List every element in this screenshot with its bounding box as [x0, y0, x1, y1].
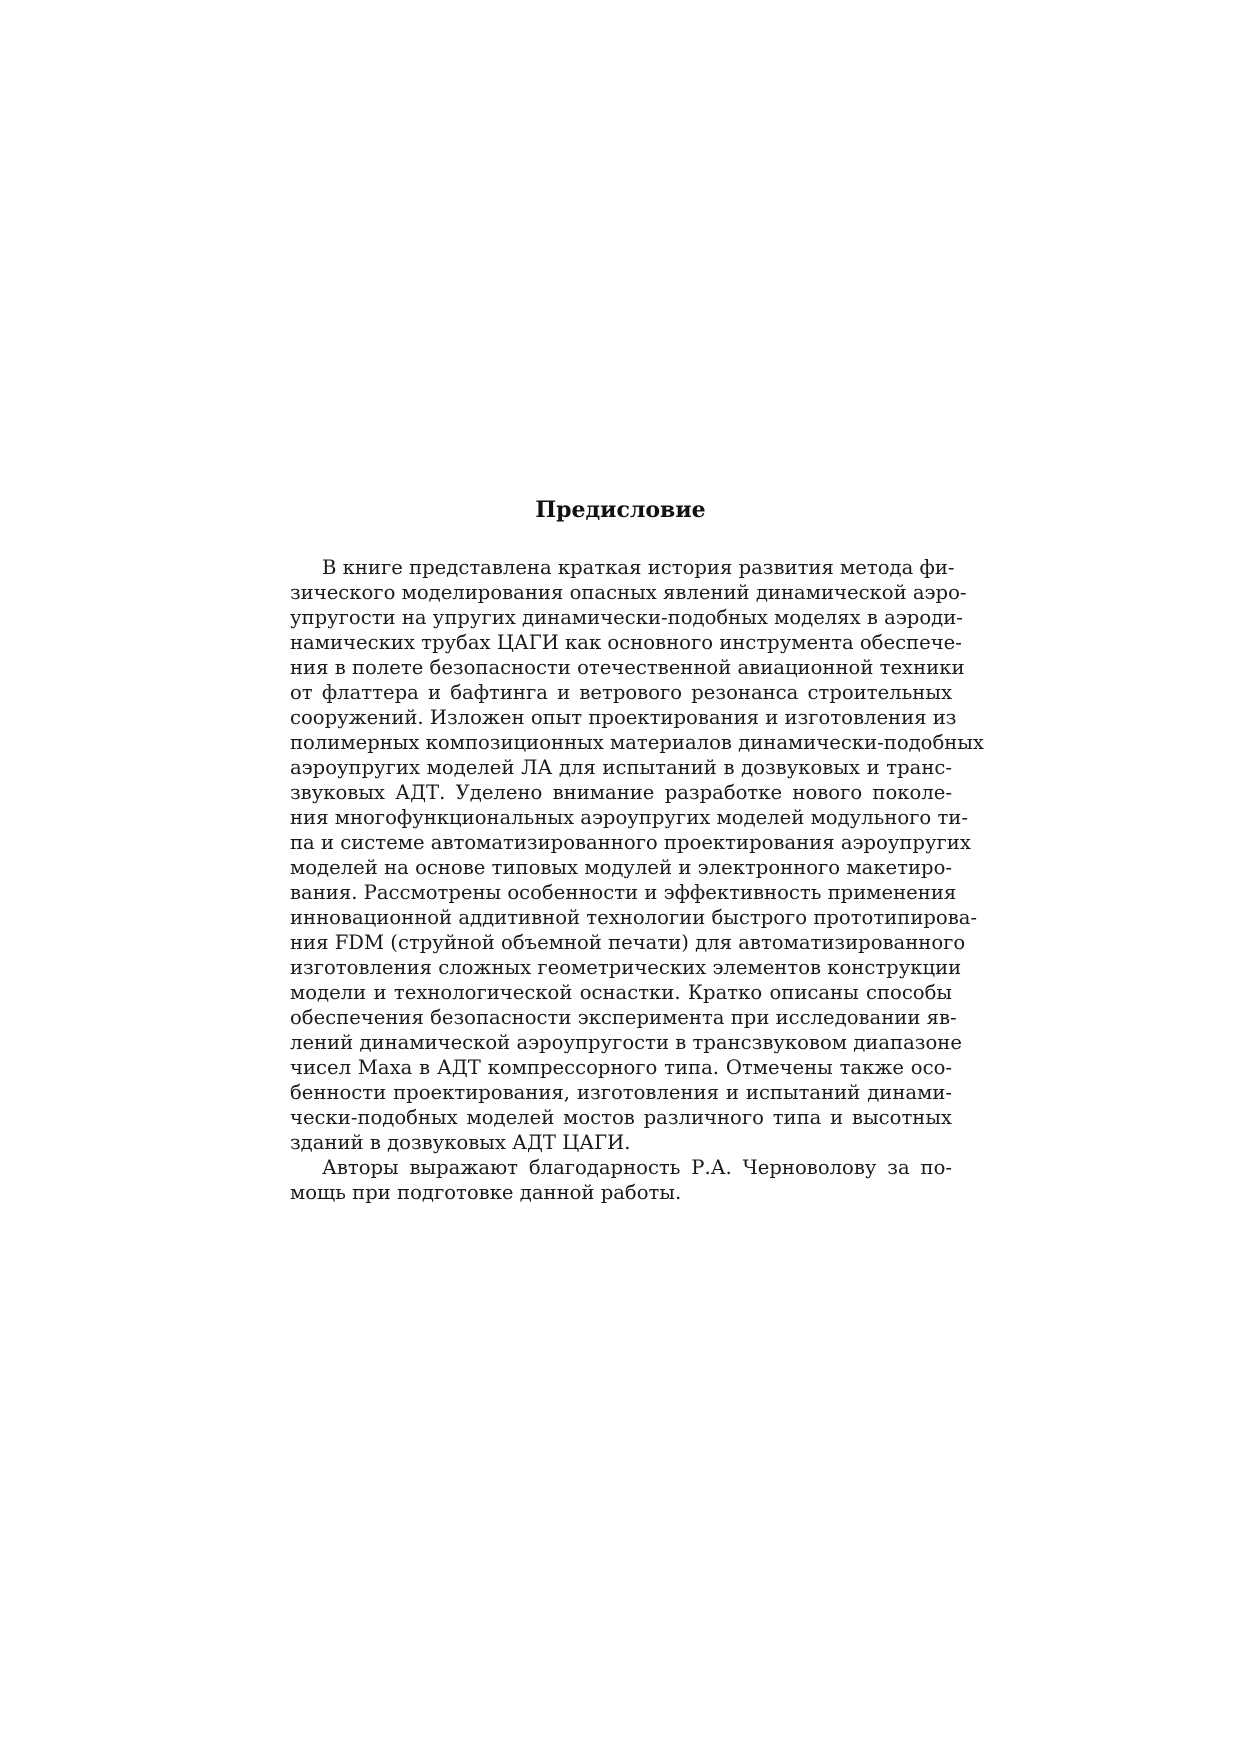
- text-line: мощь при подготовке данной работы.: [290, 1181, 682, 1204]
- preface-text: [290, 555, 984, 1205]
- text-line: чисел Маха в АДТ компрессорного типа. Отмечены также осо-: [290, 1056, 952, 1079]
- text-line: аэроупругих моделей ЛА для испытаний в дозвуковых и транс-: [290, 756, 952, 779]
- text-line: изготовления сложных геометрических элементов конструкции: [290, 956, 962, 979]
- text-line: обеспечения безопасности эксперимента при исследовании яв-: [290, 1006, 957, 1029]
- text-line: В книге представлена краткая история развития метода фи-: [322, 556, 955, 579]
- text-line: модели и технологической оснастки. Кратко описаны способы: [290, 981, 952, 1004]
- text-line: зического моделирования опасных явлений динамической аэро-: [290, 581, 967, 604]
- text-line: Авторы выражают благодарность Р.А. Черноволову за по-: [322, 1156, 952, 1179]
- text-line: намических трубах ЦАГИ как основного инструмента обеспече-: [290, 631, 962, 654]
- text-line: па и системе автоматизированного проектирования аэроупругих: [290, 831, 971, 854]
- paragraph-1: [290, 555, 984, 1155]
- text-line: чески-подобных моделей мостов различного типа и высотных: [290, 1106, 952, 1129]
- text-line: ния FDM (струйной объемной печати) для автоматизированного: [290, 931, 966, 954]
- text-line: звуковых АДТ. Уделено внимание разработке нового поколе-: [290, 781, 952, 804]
- page-title: Предисловие: [535, 497, 706, 523]
- text-line: вания. Рассмотрены особенности и эффективность применения: [290, 881, 957, 904]
- text-line: бенности проектирования, изготовления и испытаний динами-: [290, 1081, 952, 1104]
- text-line: ния многофункциональных аэроупругих моделей модульного ти-: [290, 806, 968, 829]
- text-line: упругости на упругих динамически-подобных моделях в аэроди-: [290, 606, 963, 629]
- paragraph-2: [290, 1155, 952, 1205]
- text-line: зданий в дозвуковых АДТ ЦАГИ.: [290, 1131, 631, 1154]
- text-line: сооружений. Изложен опыт проектирования и изготовления из: [290, 706, 957, 729]
- text-line: инновационной аддитивной технологии быстрого прототипирова-: [290, 906, 978, 929]
- text-line: ния в полете безопасности отечественной авиационной техники: [290, 656, 965, 679]
- text-line: лений динамической аэроупругости в трансзвуковом диапазоне: [290, 1031, 962, 1054]
- text-line: от флаттера и бафтинга и ветрового резонанса строительных: [290, 681, 952, 704]
- text-line: моделей на основе типовых модулей и электронного макетиро-: [290, 856, 952, 879]
- text-line: полимерных композиционных материалов динамически-подобных: [290, 731, 984, 754]
